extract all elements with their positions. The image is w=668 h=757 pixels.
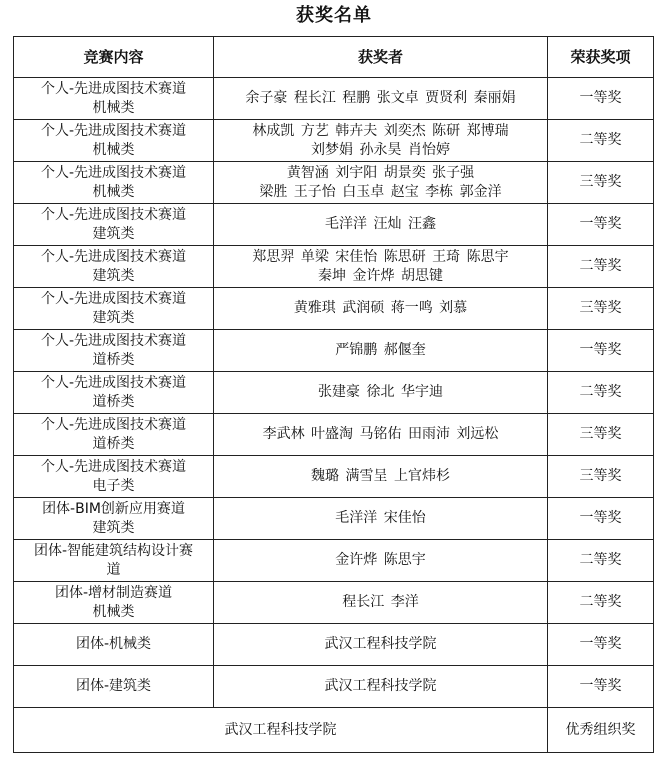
category-cell: 个人-先进成图技术赛道 道桥类 — [14, 372, 214, 414]
table-row — [14, 582, 654, 624]
winners-cell: 武汉工程科技学院 — [214, 666, 548, 708]
winners-cell: 毛洋洋 宋佳怡 — [214, 498, 548, 540]
award-cell: 一等奖 — [548, 78, 654, 120]
award-cell: 二等奖 — [548, 540, 654, 582]
table-row — [14, 120, 654, 162]
table-row — [14, 78, 654, 120]
winners-cell: 金许烨 陈思宇 — [214, 540, 548, 582]
award-cell: 一等奖 — [548, 204, 654, 246]
award-cell: 三等奖 — [548, 288, 654, 330]
header-award: 荣获奖项 — [548, 37, 654, 78]
table-row — [14, 246, 654, 288]
award-cell: 一等奖 — [548, 330, 654, 372]
header-category: 竞赛内容 — [14, 37, 214, 78]
category-cell: 个人-先进成图技术赛道 建筑类 — [14, 204, 214, 246]
category-cell: 个人-先进成图技术赛道 机械类 — [14, 120, 214, 162]
award-cell: 一等奖 — [548, 498, 654, 540]
category-cell: 团体-增材制造赛道 机械类 — [14, 582, 214, 624]
category-cell: 个人-先进成图技术赛道 电子类 — [14, 456, 214, 498]
award-cell: 一等奖 — [548, 666, 654, 708]
table-row — [14, 162, 654, 204]
award-cell: 三等奖 — [548, 162, 654, 204]
award-cell: 二等奖 — [548, 120, 654, 162]
award-cell: 三等奖 — [548, 414, 654, 456]
category-cell: 团体-BIM创新应用赛道 建筑类 — [14, 498, 214, 540]
table-row — [14, 624, 654, 666]
winners-cell: 严锦鹏 郝偃奎 — [214, 330, 548, 372]
category-cell: 个人-先进成图技术赛道 建筑类 — [14, 288, 214, 330]
category-cell: 个人-先进成图技术赛道 建筑类 — [14, 246, 214, 288]
table-row — [14, 204, 654, 246]
award-cell: 二等奖 — [548, 246, 654, 288]
table-row — [14, 288, 654, 330]
category-cell: 团体-机械类 — [14, 624, 214, 666]
winners-cell: 林成凯 方艺 韩卉夫 刘奕杰 陈研 郑博瑞 刘梦娟 孙永昊 肖怡婷 — [214, 120, 548, 162]
header-row — [14, 37, 654, 78]
table-row — [14, 540, 654, 582]
winners-cell: 黄智涵 刘宇阳 胡景奕 张子强 梁胜 王子怡 白玉卓 赵宝 李栋 郭金洋 — [214, 162, 548, 204]
award-cell: 二等奖 — [548, 372, 654, 414]
organization-award-cell: 优秀组织奖 — [548, 708, 654, 753]
header-winners: 获奖者 — [214, 37, 548, 78]
winners-cell: 郑思羿 单梁 宋佳怡 陈思研 王琦 陈思宇 秦坤 金许烨 胡思键 — [214, 246, 548, 288]
table-row — [14, 456, 654, 498]
category-cell: 个人-先进成图技术赛道 道桥类 — [14, 414, 214, 456]
table-row — [14, 414, 654, 456]
winners-cell: 程长江 李洋 — [214, 582, 548, 624]
winners-cell: 张建豪 徐北 华宇迪 — [214, 372, 548, 414]
organization-cell: 武汉工程科技学院 — [14, 708, 548, 753]
winners-cell: 武汉工程科技学院 — [214, 624, 548, 666]
table-row — [14, 372, 654, 414]
winners-cell: 黄雅琪 武润硕 蒋一鸣 刘慕 — [214, 288, 548, 330]
footer-row — [14, 708, 654, 753]
table-row — [14, 330, 654, 372]
category-cell: 团体-建筑类 — [14, 666, 214, 708]
winners-cell: 李武林 叶盛淘 马铭佑 田雨沛 刘远松 — [214, 414, 548, 456]
table-row — [14, 666, 654, 708]
winners-cell: 毛洋洋 汪灿 汪鑫 — [214, 204, 548, 246]
awards-table — [13, 36, 654, 753]
category-cell: 个人-先进成图技术赛道 道桥类 — [14, 330, 214, 372]
table-row — [14, 498, 654, 540]
award-cell: 二等奖 — [548, 582, 654, 624]
category-cell: 团体-智能建筑结构设计赛 道 — [14, 540, 214, 582]
winners-cell: 魏璐 满雪呈 上官炜杉 — [214, 456, 548, 498]
award-cell: 三等奖 — [548, 456, 654, 498]
award-cell: 一等奖 — [548, 624, 654, 666]
category-cell: 个人-先进成图技术赛道 机械类 — [14, 78, 214, 120]
category-cell: 个人-先进成图技术赛道 机械类 — [14, 162, 214, 204]
page-title: 获奖名单 — [296, 5, 372, 26]
winners-cell: 余子豪 程长江 程鹏 张文卓 贾贤利 秦丽娟 — [214, 78, 548, 120]
